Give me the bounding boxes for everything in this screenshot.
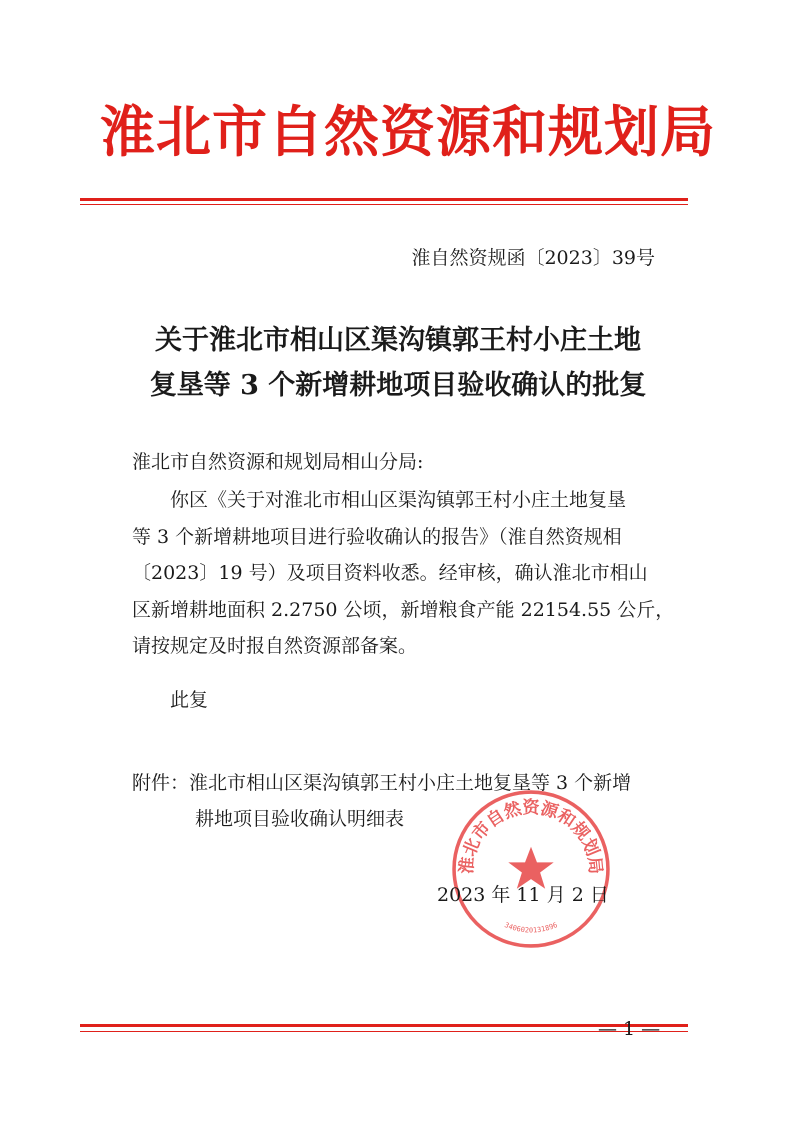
seal-text: 淮北市自然资源和规划局 [456,798,606,875]
body-line: 请按规定及时报自然资源部备案。 [132,635,418,657]
document-number: 淮自然资规函〔2023〕39号 [411,247,655,269]
seal-serial: 3406020131896 [503,920,559,935]
header-rule-thick [80,198,688,201]
header-rule-thin [80,204,688,205]
issuing-authority-header: 淮北市自然资源和规划局 [100,100,717,164]
body-line: 等 3 个新增耕地项目进行验收确认的报告》（淮自然资规相 [132,525,622,548]
page-number: — 1 — [598,1018,661,1040]
document-title-line: 关于淮北市相山区渠沟镇郭王村小庄土地 [155,325,641,356]
body-paragraph [132,482,675,665]
body-line: 区新增耕地面积 2.2750 公顷，新增粮食产能 22154.55 公斤， [132,598,675,621]
issue-date: 2023 年 11 月 2 日 [437,884,609,906]
footer-rule-thin [80,1031,688,1032]
attachment-line: 附件：淮北市相山区渠沟镇郭王村小庄土地复垦等 3 个新增 [132,772,632,794]
attachment-line: 耕地项目验收确认明细表 [195,808,405,830]
official-seal [450,788,612,950]
footer-rule-thick [80,1024,688,1027]
document-title [100,318,696,408]
closing-remark: 此复 [170,689,209,711]
recipient-line: 淮北市自然资源和规划局相山分局: [132,451,424,473]
body-line: 〔2023〕19 号）及项目资料收悉。经审核，确认淮北市相山 [132,562,648,584]
body-line: 你区《关于对淮北市相山区渠沟镇郭王村小庄土地复垦 [170,489,627,511]
document-title-line: 复垦等 3 个新增耕地项目验收确认的批复 [149,370,647,401]
